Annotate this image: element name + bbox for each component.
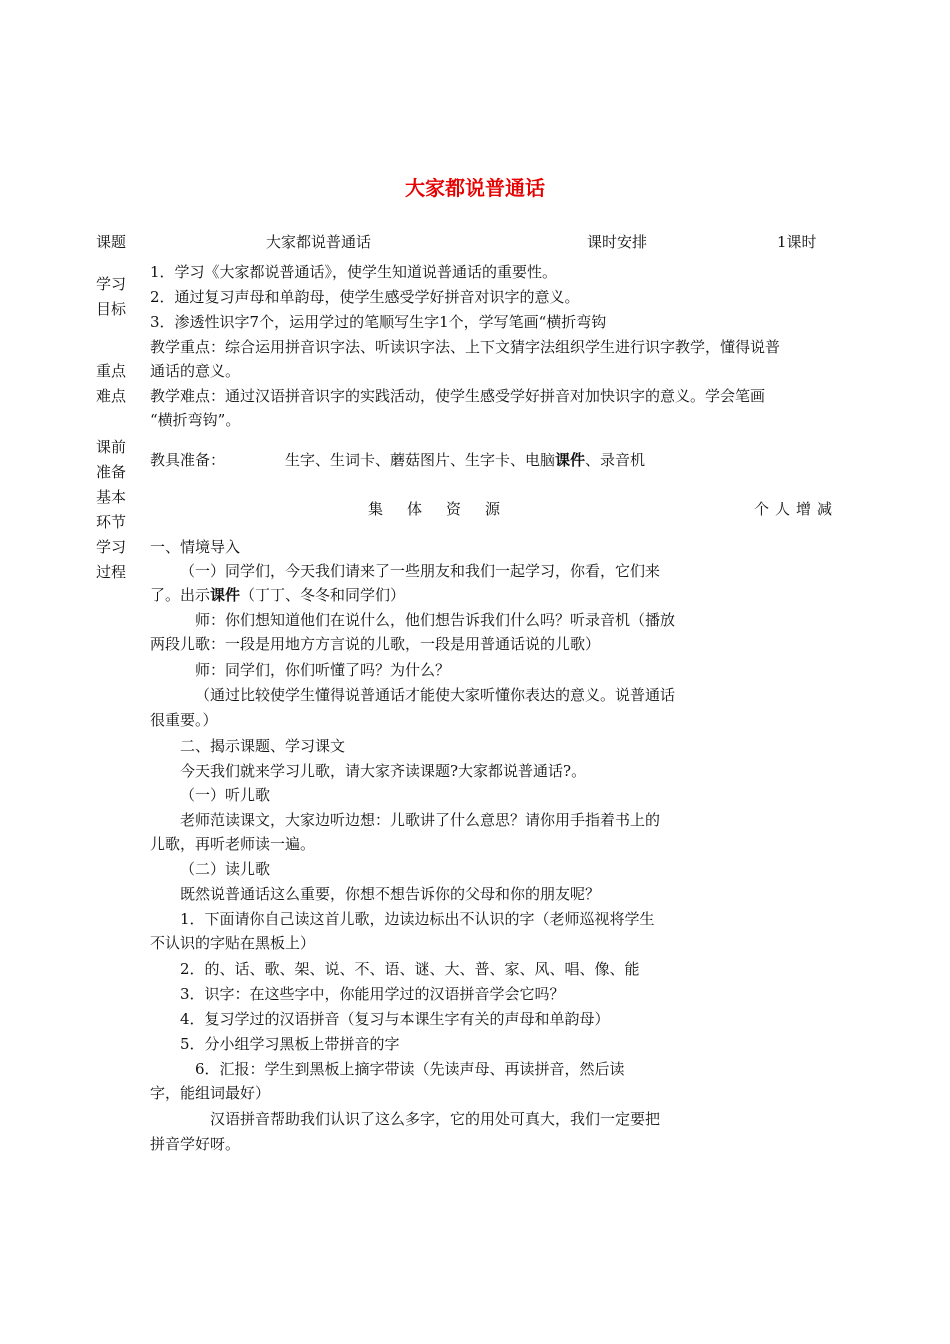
process-line <box>150 585 405 605</box>
label-goals-2: 目标 <box>96 300 127 318</box>
process-text: （丁丁、冬冬和同学们） <box>240 586 406 604</box>
topic-label: 课题 <box>96 233 127 251</box>
subsection-heading <box>150 785 270 805</box>
process-text: 今天我们就来学习儿歌，请大家齐读课题?大家都说普通话?。 <box>180 762 587 780</box>
prep-items-text: 生字、生词卡、蘑菇图片、生字卡、电脑 <box>285 451 556 469</box>
prep-items-courseware: 课件 <box>555 451 586 469</box>
schedule-label: 课时安排 <box>587 233 648 251</box>
process-line: 儿歌，再听老师读一遍。 <box>150 835 316 853</box>
schedule-value: 1课时 <box>777 233 817 251</box>
list-item <box>150 909 655 929</box>
process-line <box>150 761 586 781</box>
teaching-difficulty-cont: “横折弯钩”。 <box>150 411 241 429</box>
label-basic-2: 环节 <box>96 513 127 531</box>
list-item <box>150 959 640 979</box>
section-heading: 一、情境导入 <box>150 538 241 556</box>
list-item <box>150 1009 610 1029</box>
process-line: 两段儿歌：一段是用地方方言说的儿歌，一段是用普通话说的儿歌） <box>150 635 601 653</box>
list-item <box>150 984 565 1004</box>
document-title: 大家都说普通话 <box>405 176 545 200</box>
list-item-cont: 字，能组词最好） <box>150 1084 271 1102</box>
process-text: （一）同学们，今天我们请来了一些朋友和我们一起学习，你看，它们来 <box>180 562 661 580</box>
list-item-text: 1．下面请你自己读这首儿歌，边读边标出不认识的字（老师巡视将学生 <box>180 910 655 928</box>
section-heading-text: 二、揭示课题、学习课文 <box>180 737 346 755</box>
list-item-text: 5．分小组学习黑板上带拼音的字 <box>180 1035 400 1053</box>
list-item-text: 2．的、话、歌、架、说、不、语、谜、大、普、家、风、唱、像、能 <box>180 960 640 978</box>
list-item-text: 4．复习学过的汉语拼音（复习与本课生字有关的声母和单韵母） <box>180 1010 610 1028</box>
subsection-heading <box>150 859 270 879</box>
process-line <box>150 884 600 904</box>
list-item <box>150 1059 625 1079</box>
teaching-focus-cont: 通话的意义。 <box>150 362 241 380</box>
prep-items <box>285 450 645 470</box>
goal-item: 1．学习《大家都说普通话》，使学生知道说普通话的重要性。 <box>150 263 558 281</box>
process-text: 了。出示 <box>150 586 211 604</box>
teaching-difficulty: 教学难点：通过汉语拼音识字的实践活动，使学生感受学好拼音对加快识字的意义。学会笔画 <box>150 387 766 405</box>
process-text: 师：同学们，你们听懂了吗？为什么？ <box>195 661 451 679</box>
label-key-1: 重点 <box>96 362 127 380</box>
column-personal-edits: 个人增减 <box>754 500 839 518</box>
label-prep-1: 课前 <box>96 438 127 456</box>
process-line <box>150 561 660 581</box>
process-line: 很重要。） <box>150 711 218 729</box>
process-text: （通过比较使学生懂得说普通话才能使大家听懂你表达的意义。说普通话 <box>195 686 676 704</box>
process-line <box>150 810 660 830</box>
process-text: 老师范读课文，大家边听边想：儿歌讲了什么意思？请你用手指着书上的 <box>180 811 661 829</box>
goal-item: 2．通过复习声母和单韵母，使学生感受学好拼音对识字的意义。 <box>150 288 580 306</box>
label-key-2: 难点 <box>96 387 127 405</box>
process-text: 既然说普通话这么重要，你想不想告诉你的父母和你的朋友呢？ <box>180 885 601 903</box>
process-line <box>150 1109 660 1129</box>
subsection-heading-text: （一）听儿歌 <box>180 786 271 804</box>
process-courseware: 课件 <box>210 586 241 604</box>
process-text: 师：你们想知道他们在说什么，他们想告诉我们什么吗？听录音机（播放 <box>195 611 676 629</box>
label-basic-1: 基本 <box>96 488 127 506</box>
topic-value: 大家都说普通话 <box>266 233 372 251</box>
process-text: 汉语拼音帮助我们认识了这么多字，它的用处可真大，我们一定要把 <box>210 1110 661 1128</box>
list-item-text: 3．识字：在这些字中，你能用学过的汉语拼音学会它吗？ <box>180 985 565 1003</box>
prep-items-text-tail: 、录音机 <box>585 451 646 469</box>
subsection-heading-text: （二）读儿歌 <box>180 860 271 878</box>
goal-item: 3．渗透性识字7个，运用学过的笔顺写生字1个，学写笔画“横折弯钩 <box>150 313 607 331</box>
process-line <box>150 660 450 680</box>
process-line <box>150 610 675 630</box>
section-heading <box>150 736 345 756</box>
process-line: 拼音学好呀。 <box>150 1135 241 1153</box>
teaching-focus: 教学重点：综合运用拼音识字法、听读识字法、上下文猜字法组织学生进行识字教学，懂得说普 <box>150 338 781 356</box>
list-item-text: 6．汇报：学生到黑板上摘字带读（先读声母、再读拼音，然后读 <box>195 1060 625 1078</box>
column-shared-resources: 集体资源 <box>368 500 525 518</box>
list-item-cont: 不认识的字贴在黑板上） <box>150 934 316 952</box>
label-goals-1: 学习 <box>96 275 127 293</box>
process-line <box>150 685 675 705</box>
label-prep-2: 准备 <box>96 463 127 481</box>
list-item <box>150 1034 400 1054</box>
label-process-2: 过程 <box>96 563 127 581</box>
label-process-1: 学习 <box>96 538 127 556</box>
prep-label: 教具准备： <box>150 451 226 469</box>
